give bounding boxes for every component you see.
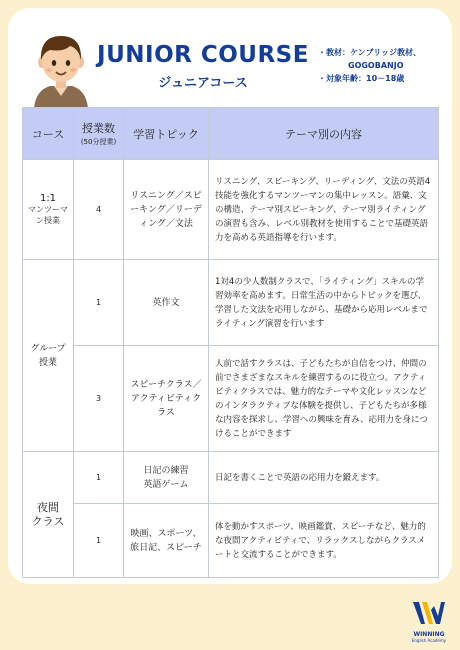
header-lessons-sub: (50分授業)	[80, 138, 117, 146]
info-materials	[318, 46, 456, 59]
table-row	[23, 346, 439, 452]
topic-cell: リスニング／スピ ーキング／リーデ ィング／文法	[124, 160, 209, 260]
table-row	[23, 452, 439, 504]
content-cell: リスニング、スピーキング、リーディング、文法の英語4技能を強化するマンツーマンの集中レッスン。語彙、文の構造、テーマ別スピーキング、テーマ別ライティングの演習も含み、レベル別教材を使用することで基礎英語力を高める英語指導を行います。	[209, 160, 439, 260]
header-lessons-label: 授業数	[82, 122, 115, 135]
info-materials-line1: 教材：ケンブリッジ教材、	[326, 48, 421, 57]
topic-cell: 日記の練習 英語ゲーム	[124, 452, 209, 504]
course-main: グループ 授業	[30, 343, 66, 368]
logo-sub: English Academy	[411, 638, 447, 643]
course-main: 夜間 クラス	[31, 500, 65, 528]
lessons-cell: 1	[74, 260, 124, 346]
lessons-cell: 1	[74, 452, 124, 504]
topic-cell: スピーチクラス／ アクティビティク ラス	[124, 346, 209, 452]
topic-cell: 英作文	[124, 260, 209, 346]
boy-avatar-icon	[30, 30, 92, 108]
content-cell: 体を動かすスポーツ、映画鑑賞、スピーチなど、魅力的な夜間アクティビティで、リラックスしながらクラスメートと交流することができます。	[209, 504, 439, 578]
header-content: テーマ別の内容	[209, 108, 439, 160]
info-materials-line2: GOGOBANJO	[348, 61, 404, 70]
course-sub: マンツーマ ン授業	[28, 205, 68, 225]
course-table	[22, 107, 439, 578]
lessons-cell: 1	[74, 504, 124, 578]
topic-cell: 映画、スポーツ、 旅日記、スピーチ	[124, 504, 209, 578]
course-subtitle: ジュニアコース	[158, 76, 248, 91]
logo-name: WINNING	[413, 631, 445, 638]
table-row	[23, 160, 439, 260]
winning-logo	[404, 600, 454, 646]
content-cell: 日記を書くことで英語の応用力を鍛えます。	[209, 452, 439, 504]
lessons-cell: 4	[74, 160, 124, 260]
content-cell: 1対4の少人数制クラスで、「ライティング」スキルの学習効率を高めます。日常生活の中からトピックを選び、学習した文法を応用しながら、基礎から応用レベルまでライティング演習を行います	[209, 260, 439, 346]
course-cell-evening	[23, 452, 74, 578]
table-row	[23, 260, 439, 346]
course-cell-group	[23, 260, 74, 452]
info-bullet: ・	[318, 48, 326, 57]
header-lessons	[74, 108, 124, 160]
lessons-cell: 3	[74, 346, 124, 452]
info-age-line: 対象年齢：10－18歳	[326, 74, 405, 83]
content-cell: 人前で話すクラスは、子どもたちが自信をつけ、仲間の前でさまざまなスキルを練習するのに役立つ。アクティビティクラスでは、魅力的なテーマや文化レッスンなどのインタラクティブな体験を提供し、子どもたちが多様な内容を探求し、学習への興味を育み、応用力を身につけることができます	[209, 346, 439, 452]
info-age	[318, 72, 456, 85]
course-info	[318, 46, 456, 85]
info-bullet: ・	[318, 74, 326, 83]
header-topic: 学習トピック	[124, 108, 209, 160]
course-main: 1:1	[39, 193, 57, 204]
winning-w-icon	[412, 600, 446, 626]
header-course: コース	[23, 108, 74, 160]
course-cell-one-on-one	[23, 160, 74, 260]
table-row	[23, 504, 439, 578]
course-title: JUNIOR COURSE	[97, 42, 309, 68]
table-header-row	[23, 108, 439, 160]
